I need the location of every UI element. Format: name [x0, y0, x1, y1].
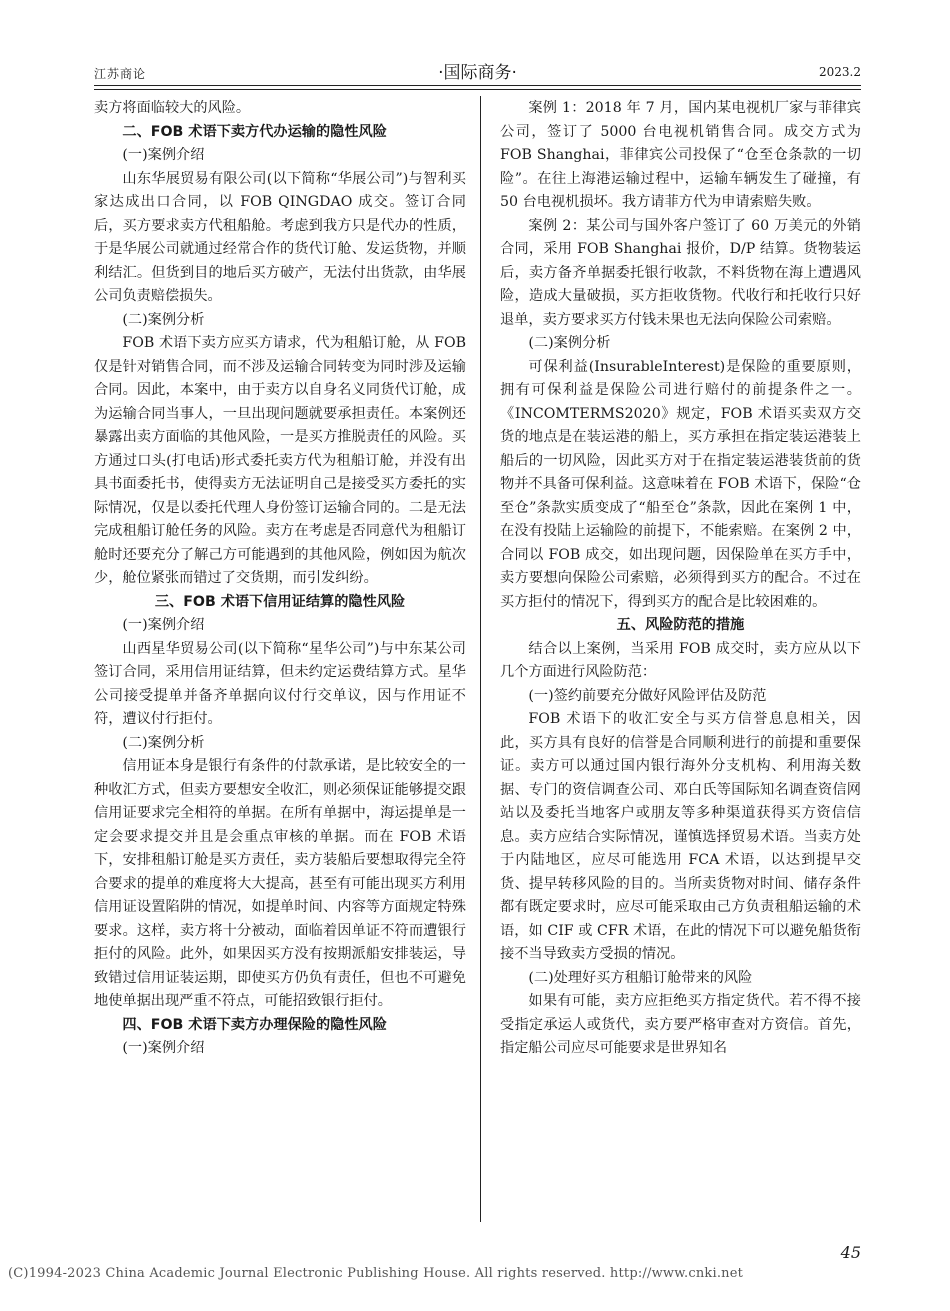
right-paragraph: 结合以上案例，当采用 FOB 成交时，卖方应从以下几个方面进行风险防范：	[500, 640, 861, 680]
right-paragraph: 可保利益(InsurableInterest)是保险的重要原则，拥有可保利益是保险公司进行赔付的前提条件之一。《INCOMTERMS2020》规定，FOB 术语买卖双方交货的地点是在装运港的船上，买方承担在指定装运港装上船后的一切风险，因此买方对于在指定装运港装货前的货物并不具备可保利益。这意味着在 FOB 术语下，保险“仓至仓”条款实质变成了“船至仓”条款，因此在案例 1 中，在没有投陆上运输险的前提下，不能索赔。在案例 2 中，合同以 FOB 成交，如出现问题，因保险单在买方手中，卖方要想向保险公司索赔，必须得到买方的配合。不过在买方拒付的情况下，得到买方的配合是比较困难的。	[500, 358, 861, 610]
left-paragraph: 山西星华贸易公司(以下简称“星华公司”)与中东某公司签订合同，采用信用证结算，但未约定运费结算方式。星华公司接受提单并备齐单据向议付行交单议，因与作用证不符，遭议付行拒付。	[94, 640, 466, 727]
left-paragraph: 山东华展贸易有限公司(以下简称“华展公司”)与智利买家达成出口合同，以 FOB QINGDAO 成交。签订合同后，买方要求卖方代租船舱。考虑到我方只是代办的性质，于是华展公司就通过经常合作的货代订舱、发运货物，并顺利结汇。但货到目的地后买方破产，无法付出货款，由华展公司负责赔偿损失。	[94, 170, 466, 304]
header-rule-thick	[94, 85, 861, 86]
right-subheading: (二)处理好买方租船订舱带来的风险	[528, 969, 753, 986]
right-section-heading: 五、风险防范的措施	[616, 617, 745, 633]
left-subheading: (二)案例分析	[122, 311, 205, 328]
column-divider	[480, 96, 481, 1222]
left-subheading: (二)案例分析	[122, 734, 205, 751]
left-column	[94, 97, 466, 1061]
right-paragraph: 案例 1：2018 年 7 月，国内某电视机厂家与菲律宾公司，签订了 5000 台电视机销售合同。成交方式为 FOB Shanghai，菲律宾公司投保了“仓至仓条款的一切险”。在往上海港运输过程中，运输车辆发生了碰撞，有 50 台电视机损坏。我方请菲方代为申请索赔失败。	[500, 100, 861, 210]
copyright-notice: (C)1994-2023 China Academic Journal Electronic Publishing House. All rights reserved. http://www.cnki.net	[8, 1266, 744, 1281]
left-paragraph: 卖方将面临较大的风险。	[94, 100, 251, 116]
section-title: ·国际商务·	[438, 63, 517, 83]
right-column	[500, 97, 861, 1061]
right-subheading: (一)签约前要充分做好风险评估及防范	[528, 687, 767, 704]
left-subheading: (一)案例介绍	[122, 1040, 205, 1056]
right-paragraph: 案例 2：某公司与国外客户签订了 60 万美元的外销合同，采用 FOB Shanghai 报价，D/P 结算。货物装运后，卖方备齐单据委托银行收款，不料货物在海上遭遇风险，造成大量破损，买方拒收货物。代收行和托收行只好退单，卖方要求买方付钱未果也无法向保险公司索赔。	[500, 217, 861, 328]
left-paragraph: FOB 术语下卖方应买方请求，代为租船订舱，从 FOB 仅是针对销售合同，而不涉及运输合同转变为同时涉及运输合同。因此，本案中，由于卖方以自身名义同货代订舱，成为运输合同当事人，一旦出现问题就要承担责任。本案例还暴露出卖方面临的其他风险，一是买方推脱责任的风险。买方通过口头(打电话)形式委托卖方代为租船订舱，并没有出具书面委托书，使得卖方无法证明自己是接受买方委托的实际情况，仅是以委托代理人身份签订运输合同的。二是无法完成租船订舱任务的风险。卖方在考虑是否同意代为租船订舱时还要充分了解己方可能遇到的其他风险，例如因为航次少，舱位紧张而错过了交货期，而引发纠纷。	[94, 335, 466, 586]
right-paragraph: 如果有可能，卖方应拒绝买方指定货代。若不得不接受指定承运人或货代，卖方要严格审查对方资信。首先，指定船公司应尽可能要求是世界知名	[500, 993, 861, 1056]
left-paragraph: 信用证本身是银行有条件的付款承诺，是比较安全的一种收汇方式，但卖方要想安全收汇，则必须保证能够提交跟信用证要求完全相符的单据。在所有单据中，海运提单是一定会要求提交并且是会重点审核的单据。而在 FOB 术语下，安排租船订舱是买方责任，卖方装船后要想取得完全符合要求的提单的难度将大大提高，甚至有可能出现买方利用信用证设置陷阱的情况，如提单时间、内容等方面规定特殊要求。这样，卖方将十分被动，面临着因单证不符而遭银行拒付的风险。此外，如果因买方没有按期派船安排装运，导致错过信用证装运期，即使买方仍负有责任，但也不可避免地使单据出现严重不符点，可能招致银行拒付。	[94, 758, 466, 1009]
page-number: 45	[840, 1243, 861, 1262]
left-subheading: (一)案例介绍	[122, 617, 205, 633]
journal-name: 江苏商论	[94, 67, 147, 81]
issue-number: 2023.2	[819, 65, 861, 79]
right-subheading: (二)案例分析	[528, 335, 611, 351]
running-header	[94, 58, 861, 84]
left-section-heading: 四、FOB 术语下卖方办理保险的隐性风险	[122, 1016, 387, 1033]
right-paragraph: FOB 术语下的收汇安全与买方信誉息息相关，因此，买方具有良好的信誉是合同顺利进行的前提和重要保证。卖方可以通过国内银行海外分支机构、利用海关数据、专门的资信调查公司、邓白氏等国际知名调查资信网站以及委托当地客户或朋友等多种渠道获得买方资信信息。卖方应结合实际情况，谨慎选择贸易术语。当卖方处于内陆地区，应尽可能选用 FCA 术语，以达到提早交货、提早转移风险的目的。当所卖货物对时间、储存条件都有既定要求时，应尽可能采取由己方负责租船运输的术语，如 CIF 或 CFR 术语，在此的情况下可以避免船货衔接不当导致卖方受损的情况。	[500, 711, 861, 962]
left-section-heading: 二、FOB 术语下卖方代办运输的隐性风险	[122, 123, 387, 140]
left-section-heading: 三、FOB 术语下信用证结算的隐性风险	[154, 593, 406, 610]
header-rule-thin	[94, 89, 861, 90]
left-subheading: (一)案例介绍	[122, 147, 205, 163]
